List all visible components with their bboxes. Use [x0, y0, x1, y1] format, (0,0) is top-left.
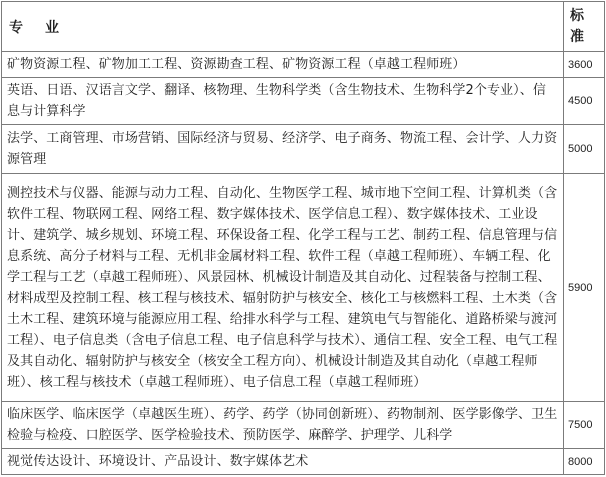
header-fee-line1: 标	[570, 7, 584, 24]
fee-cell: 4500	[564, 78, 605, 125]
header-major: 专业	[2, 2, 564, 52]
majors-cell: 视觉传达设计、环境设计、产品设计、数字媒体艺术	[2, 449, 564, 475]
majors-cell: 法学、工商管理、市场营销、国际经济与贸易、经济学、电子商务、物流工程、会计学、人力资源管理	[2, 125, 564, 174]
tuition-fee-table	[1, 1, 605, 475]
fee-cell: 3600	[564, 52, 605, 78]
table-row	[2, 78, 605, 125]
fee-cell: 5000	[564, 125, 605, 174]
majors-cell: 测控技术与仪器、能源与动力工程、自动化、生物医学工程、城市地下空间工程、计算机类（含软件工程、物联网工程、网络工程、数字媒体技术、医学信息工程）、数字媒体技术、工业设计、建筑学、城乡规划、环境工程、环保设备工程、化学工程与工艺、制药工程、信息管理与信息系统、高分子材料与工程、无机非金属材料工程、软件工程（卓越工程师班）、车辆工程、化学工程与工艺（卓越工程师班）、风景园林、机械设计制造及其自动化、过程装备与控制工程、材料成型及控制工程、核工程与核技术、辐射防护与核安全、核化工与核燃料工程、土木类（含土木工程、建筑环境与能源应用工程、给排水科学与工程、建筑电气与智能化、道路桥梁与渡河工程）、电子信息类（含电子信息工程、电子信息科学与技术）、通信工程、安全工程、电气工程及其自动化、辐射防护与核安全（核安全工程方向）、机械设计制造及其自动化（卓越工程师班）、核工程与核技术（卓越工程师班）、电子信息工程（卓越工程师班）	[2, 174, 564, 402]
header-fee-line2: 准	[570, 28, 584, 45]
table-row	[2, 402, 605, 449]
majors-cell: 矿物资源工程、矿物加工工程、资源勘查工程、矿物资源工程（卓越工程师班）	[2, 52, 564, 78]
majors-cell: 英语、日语、汉语言文学、翻译、核物理、生物科学类（含生物技术、生物科学2个专业）、信息与计算科学	[2, 78, 564, 125]
header-fee	[564, 2, 605, 52]
table-row	[2, 174, 605, 402]
fee-cell: 7500	[564, 402, 605, 449]
fee-cell: 8000	[564, 449, 605, 475]
fee-cell: 5900	[564, 174, 605, 402]
table-row	[2, 125, 605, 174]
table-header-row	[2, 2, 605, 52]
majors-cell: 临床医学、临床医学（卓越医生班）、药学、药学（协同创新班）、药物制剂、医学影像学、卫生检验与检疫、口腔医学、医学检验技术、预防医学、麻醉学、护理学、儿科学	[2, 402, 564, 449]
table-row	[2, 52, 605, 78]
table-row	[2, 449, 605, 475]
